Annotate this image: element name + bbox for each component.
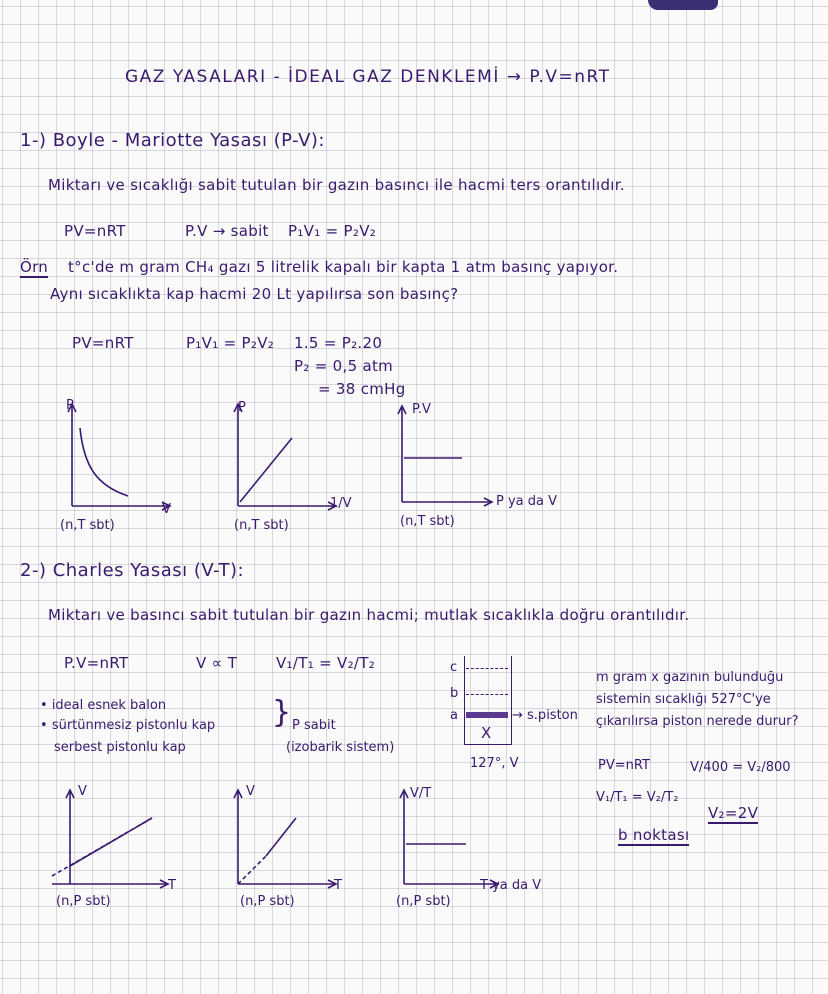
bullet-balloon: • ideal esnek balon <box>40 698 167 713</box>
piston-label: → s.piston <box>512 708 578 723</box>
solution-3: 1.5 = P₂.20 <box>294 334 383 352</box>
boyle-heading: 1-) Boyle - Mariotte Yasası (P-V): <box>20 130 325 151</box>
level-a-label: a <box>450 708 458 723</box>
level-b-label: b <box>450 686 459 701</box>
boyle-description: Miktarı ve sıcaklığı sabit tutulan bir gazın basıncı ile hacmi ters orantılıdır. <box>48 176 625 194</box>
question-line-1: m gram x gazının bulunduğu <box>596 670 784 685</box>
charles-heading: 2-) Charles Yasası (V-T): <box>20 560 245 581</box>
boyle-g1-condition: (n,T sbt) <box>60 518 115 533</box>
page-title: GAZ YASALARI - İDEAL GAZ DENKLEMİ → P.V=nRT <box>125 67 611 87</box>
charles-g2-condition: (n,P sbt) <box>240 894 295 909</box>
boyle-g2-y-label: P <box>238 400 246 415</box>
boyle-graph-pv-constant <box>390 398 500 518</box>
level-c-line <box>466 668 508 669</box>
charles-formula-1: P.V=nRT <box>64 654 129 672</box>
level-b-line <box>466 694 508 695</box>
solution-2: P₁V₁ = P₂V₂ <box>186 334 275 352</box>
bullet-free-piston: serbest pistonlu kap <box>54 740 186 755</box>
boyle-g1-x-label: V <box>162 502 171 517</box>
answer-5: b noktası <box>618 826 690 844</box>
boyle-g1-y-label: P <box>66 398 74 413</box>
answer-2: V₁/T₁ = V₂/T₂ <box>596 790 679 805</box>
condition-p-constant: P sabit <box>292 718 336 733</box>
boyle-graph-p-v <box>58 398 188 518</box>
container-temp: 127°, V <box>470 756 519 771</box>
boyle-g2-condition: (n,T sbt) <box>234 518 289 533</box>
charles-g1-condition: (n,P sbt) <box>56 894 111 909</box>
charles-g3-y-label: V/T <box>410 786 432 801</box>
bullet-frictionless-piston: • sürtünmesiz pistonlu kap <box>40 718 216 733</box>
charles-g1-x-label: T <box>168 878 176 893</box>
piston <box>466 712 508 718</box>
charles-formula-3: V₁/T₁ = V₂/T₂ <box>276 654 376 672</box>
answer-1: PV=nRT <box>598 758 650 773</box>
brace: } <box>272 695 292 730</box>
boyle-formula-1: PV=nRT <box>64 222 126 240</box>
charles-g3-condition: (n,P sbt) <box>396 894 451 909</box>
gas-x-label: X <box>481 724 492 742</box>
charles-graph-v-t-2 <box>226 784 366 894</box>
charles-formula-2: V ∝ T <box>196 654 238 672</box>
condition-isobaric: (izobarik sistem) <box>286 740 395 755</box>
solution-4: P₂ = 0,5 atm <box>294 357 394 375</box>
boyle-formula-3: P₁V₁ = P₂V₂ <box>288 222 377 240</box>
corner-decoration <box>648 0 718 10</box>
question-line-3: çıkarılırsa piston nerede durur? <box>596 714 799 729</box>
answer-4: V₂=2V <box>708 804 759 822</box>
boyle-g2-x-label: 1/V <box>330 496 352 511</box>
charles-g3-x-label: T ya da V <box>480 878 542 893</box>
charles-description: Miktarı ve basıncı sabit tutulan bir gazın hacmi; mutlak sıcaklıkla doğru orantılıdır. <box>48 606 690 624</box>
boyle-g3-x-label: P ya da V <box>496 494 558 509</box>
boyle-g3-condition: (n,T sbt) <box>400 514 455 529</box>
charles-g2-y-label: V <box>246 784 255 799</box>
example-tag: Örn <box>20 258 49 276</box>
solution-1: PV=nRT <box>72 334 134 352</box>
solution-5: = 38 cmHg <box>318 380 406 398</box>
question-line-2: sistemin sıcaklığı 527°C'ye <box>596 692 771 707</box>
boyle-formula-2: P.V → sabit <box>185 222 269 240</box>
charles-g1-y-label: V <box>78 784 87 799</box>
answer-3: V/400 = V₂/800 <box>690 760 791 775</box>
boyle-g3-y-label: P.V <box>412 402 431 417</box>
charles-graph-v-t-1 <box>48 784 188 894</box>
example-line-1: t°c'de m gram CH₄ gazı 5 litrelik kapalı bir kapta 1 atm basınç yapıyor. <box>68 258 619 276</box>
charles-g2-x-label: T <box>334 878 342 893</box>
level-c-label: c <box>450 660 458 675</box>
example-line-2: Aynı sıcaklıkta kap hacmi 20 Lt yapılırsa son basınç? <box>50 285 459 303</box>
